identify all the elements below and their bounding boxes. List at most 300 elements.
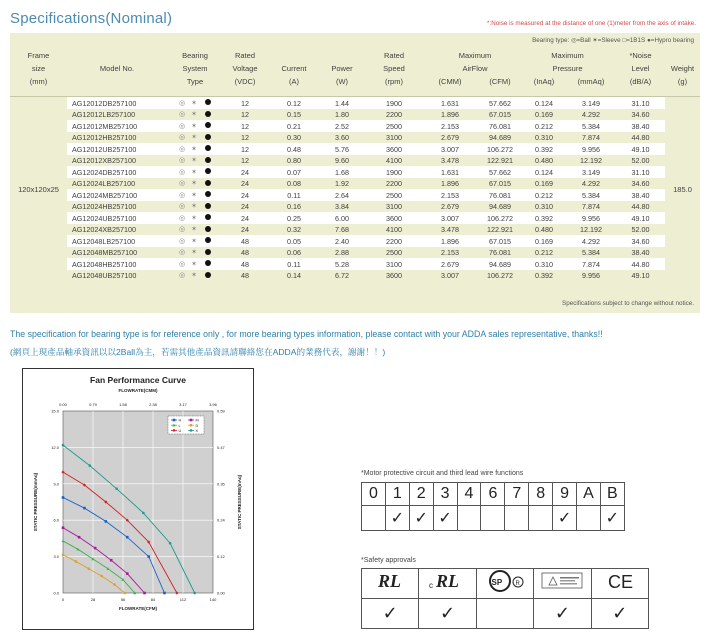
hdr-weight-2: (g) <box>677 77 688 86</box>
cell-cfm: 94.689 <box>489 202 511 211</box>
data-point <box>143 592 146 595</box>
hypro-bearing-icon <box>205 237 211 243</box>
subject-note: Specifications subject to change without notice. <box>562 300 694 307</box>
x-axis-label: FLOWRATE(CFM) <box>119 606 157 611</box>
frame-size-cell: 120x120x25 <box>18 184 59 194</box>
cell-cmm: 2.153 <box>441 248 459 257</box>
table-row <box>67 143 665 155</box>
svg-text:R: R <box>515 581 520 587</box>
cell-cmm: 3.478 <box>441 156 459 165</box>
top-tick-label: 1.58 <box>119 402 127 407</box>
bearing-ball-sleeve-icon: ◎ ✶ <box>179 272 199 279</box>
cell-speed: 2500 <box>386 121 402 131</box>
cell-noise: 34.60 <box>631 110 650 119</box>
chart-title: Fan Performance Curve <box>90 375 186 385</box>
cell-noise: 31.10 <box>631 98 650 108</box>
y-tick-label: 12.0 <box>51 444 59 450</box>
cell-model: AG12012MB257100 <box>72 121 138 131</box>
data-point <box>105 520 108 523</box>
check-icon: ✓ <box>409 506 433 531</box>
cell-voltage: 24 <box>241 202 249 211</box>
cell-speed: 3600 <box>386 271 402 280</box>
csa-logo <box>476 569 533 599</box>
cell-voltage: 48 <box>241 248 249 257</box>
y2-axis-label: STATIC PRESSURE(InAq) <box>237 474 242 530</box>
table-row <box>67 270 665 282</box>
top-tick-label: 3.96 <box>209 402 217 407</box>
header-row-3 <box>10 77 700 89</box>
ce-logo <box>591 569 648 599</box>
cell-power: 2.88 <box>335 248 349 257</box>
hdr-noise-3: (dB/A) <box>629 77 652 86</box>
hdr-frame-3: (mm) <box>29 77 48 86</box>
cell-speed: 3100 <box>386 202 402 211</box>
x-tick-label: 140 <box>209 597 217 602</box>
hypro-bearing-icon <box>205 168 211 174</box>
cell-speed: 3100 <box>386 133 402 142</box>
cell-bearing <box>170 122 220 130</box>
cell-inaq: 0.480 <box>535 225 553 234</box>
plot-area <box>63 411 213 593</box>
table-row <box>67 212 665 224</box>
motor-code-3: 3 <box>433 483 457 506</box>
hypro-bearing-icon <box>205 203 211 209</box>
hdr-bearing-2: System <box>182 64 208 73</box>
cell-power: 1.92 <box>335 179 349 188</box>
x-tick-label: 56 <box>120 597 126 602</box>
cell-cmm: 1.896 <box>441 236 459 246</box>
motor-code-1: 1 <box>385 483 409 506</box>
bearing-ball-sleeve-icon: ◎ ✶ <box>179 214 199 222</box>
chart-svg <box>23 369 253 629</box>
cell-voltage: 48 <box>241 271 249 280</box>
cell-voltage: 24 <box>241 167 249 177</box>
cell-current: 0.07 <box>287 167 301 177</box>
data-point <box>190 424 193 427</box>
data-point <box>169 542 172 545</box>
cell-inaq: 0.212 <box>535 190 553 200</box>
motor-code-8: 8 <box>529 483 553 506</box>
table-row <box>67 109 665 121</box>
cell-noise: 38.40 <box>631 190 650 200</box>
hypro-bearing-icon <box>205 122 211 128</box>
cell-power: 6.72 <box>335 271 349 280</box>
hypro-bearing-icon <box>205 214 211 220</box>
cell-model: AG12024UB257100 <box>72 213 137 223</box>
cell-current: 0.11 <box>287 190 301 200</box>
empty-cell <box>476 599 533 629</box>
cell-bearing <box>170 179 220 187</box>
hdr-bearing-3: Type <box>186 77 204 86</box>
cell-voltage: 24 <box>241 213 249 223</box>
hdr-pressure-2: Pressure <box>552 64 583 73</box>
cell-model: AG12048LB257100 <box>72 236 136 246</box>
cell-bearing <box>170 191 220 199</box>
hdr-power-2: (W) <box>335 77 349 86</box>
cell-current: 0.80 <box>287 156 301 165</box>
cell-cmm: 1.631 <box>441 167 459 177</box>
y-tick-label: 3.0 <box>53 554 59 560</box>
cell-inaq: 0.212 <box>535 121 553 131</box>
y-tick-label: 6.0 <box>53 517 59 523</box>
top-tick-label: 0.00 <box>59 402 67 407</box>
hdr-speed-3: (rpm) <box>385 77 403 86</box>
cell-noise: 52.00 <box>631 225 650 234</box>
cell-current: 0.16 <box>287 202 301 211</box>
empty-cell <box>362 506 386 531</box>
cell-mmaq: 4.292 <box>582 110 600 119</box>
bearing-ball-sleeve-icon: ◎ ✶ <box>179 203 199 210</box>
svg-text:RL: RL <box>378 571 402 591</box>
cell-bearing <box>170 248 220 256</box>
table-row <box>67 166 665 178</box>
cell-noise: 49.10 <box>631 144 650 154</box>
cell-mmaq: 9.956 <box>582 213 600 223</box>
data-point <box>87 567 90 570</box>
top-tick-label: 2.38 <box>149 402 157 407</box>
cell-power: 3.84 <box>335 202 349 211</box>
cell-cmm: 3.007 <box>441 271 459 280</box>
svg-text:CE: CE <box>607 572 633 592</box>
table-row <box>67 224 665 236</box>
data-point <box>62 526 65 529</box>
safety-checks-row <box>362 599 649 629</box>
cell-inaq: 0.392 <box>535 271 553 280</box>
cell-power: 2.40 <box>335 236 349 246</box>
hypro-bearing-icon <box>205 99 211 105</box>
hypro-bearing-icon <box>205 145 211 151</box>
svg-text:c: c <box>428 581 433 590</box>
data-point <box>75 560 78 563</box>
safety-approvals-title: *Safety approvals <box>361 557 416 564</box>
cell-voltage: 12 <box>241 156 249 165</box>
data-point <box>62 496 65 499</box>
table-row <box>67 235 665 247</box>
empty-cell <box>481 506 505 531</box>
bearing-ball-sleeve-icon: ◎ ✶ <box>179 249 199 256</box>
cell-current: 0.21 <box>287 121 301 131</box>
cell-mmaq: 7.874 <box>582 202 600 211</box>
hdr-noise-1: *Noise <box>629 51 652 60</box>
header-row-2 <box>10 64 700 76</box>
motor-functions-title: *Motor protective circuit and third lead wire functions <box>361 470 524 477</box>
table-row <box>67 201 665 213</box>
cell-inaq: 0.124 <box>535 98 553 108</box>
tuv-logo <box>534 569 591 599</box>
data-point <box>115 487 118 490</box>
cell-voltage: 12 <box>241 144 249 154</box>
cell-current: 0.32 <box>287 225 301 234</box>
check-icon: ✓ <box>385 506 409 531</box>
cell-voltage: 24 <box>241 179 249 188</box>
bearing-ball-sleeve-icon: ◎ ✶ <box>179 99 199 107</box>
cell-inaq: 0.310 <box>535 133 553 142</box>
cell-cmm: 2.679 <box>441 259 459 269</box>
cell-inaq: 0.169 <box>535 110 553 119</box>
empty-cell <box>457 506 481 531</box>
bearing-note-en: The specification for bearing type is for reference only , for more bearing types information, please contact with your ADDA sales representative, thanks!! <box>10 329 603 339</box>
check-icon: ✓ <box>591 599 648 629</box>
cell-speed: 2200 <box>386 110 402 119</box>
cell-cfm: 94.689 <box>489 259 511 269</box>
cell-noise: 31.10 <box>631 167 650 177</box>
motor-functions-table <box>361 482 625 531</box>
cell-cfm: 106.272 <box>487 144 513 154</box>
cell-cfm: 67.015 <box>489 236 511 246</box>
hdr-frame-1: Frame <box>27 51 50 60</box>
cell-bearing <box>170 202 220 210</box>
cell-inaq: 0.169 <box>535 236 553 246</box>
cell-voltage: 24 <box>241 190 249 200</box>
spec-title: Specifications(Nominal) <box>10 10 173 27</box>
hdr-voltage-3: (VDC) <box>234 77 256 86</box>
bearing-ball-sleeve-icon: ◎ ✶ <box>179 191 199 199</box>
cell-bearing <box>170 156 220 164</box>
hypro-bearing-icon <box>205 111 211 117</box>
cell-cmm: 2.153 <box>441 121 459 131</box>
cell-speed: 4100 <box>386 225 402 234</box>
cell-noise: 44.80 <box>631 133 650 142</box>
legend-label: X <box>195 429 199 433</box>
hdr-cfm: (CFM) <box>489 77 511 86</box>
cell-bearing <box>170 110 220 118</box>
cell-power: 3.60 <box>335 133 349 142</box>
cell-bearing <box>170 260 220 268</box>
cell-cfm: 76.081 <box>489 121 511 131</box>
cell-inaq: 0.310 <box>535 259 553 269</box>
cell-model: AG12024XB257100 <box>72 225 136 234</box>
y2-tick-label: 0.35 <box>217 481 225 487</box>
bearing-ball-sleeve-icon: ◎ ✶ <box>179 180 199 187</box>
hdr-voltage-2: Voltage <box>232 64 258 73</box>
cell-cfm: 57.662 <box>489 98 511 108</box>
bearing-ball-sleeve-icon: ◎ ✶ <box>179 134 199 141</box>
cell-inaq: 0.310 <box>535 202 553 211</box>
motor-code-0: 0 <box>362 483 386 506</box>
data-point <box>173 419 176 422</box>
motor-code-4: 4 <box>457 483 481 506</box>
bearing-ball-sleeve-icon: ◎ ✶ <box>179 168 199 176</box>
cell-cfm: 76.081 <box>489 190 511 200</box>
safety-logos-row <box>362 569 649 599</box>
table-row <box>67 247 665 259</box>
table-row <box>67 120 665 132</box>
cell-mmaq: 7.874 <box>582 259 600 269</box>
cell-power: 6.00 <box>335 213 349 223</box>
cell-bearing <box>170 145 220 153</box>
hdr-model: Model No. <box>99 64 135 73</box>
cell-cmm: 2.679 <box>441 202 459 211</box>
bearing-ball-sleeve-icon: ◎ ✶ <box>179 260 199 268</box>
cell-bearing <box>170 133 220 141</box>
cell-mmaq: 7.874 <box>582 133 600 142</box>
bearing-type-legend: Bearing type: ◎=Ball ✶=Sleeve □=1B1S ●=Hypro bearing <box>532 37 694 44</box>
cell-model: AG12012DB257100 <box>72 98 137 108</box>
motor-checks-row <box>362 506 625 531</box>
y2-tick-label: 0.47 <box>217 444 225 450</box>
cell-cmm: 3.007 <box>441 213 459 223</box>
cell-power: 1.80 <box>335 110 349 119</box>
legend-label: M <box>195 418 199 423</box>
cell-bearing <box>170 168 220 176</box>
cell-current: 0.12 <box>287 98 301 108</box>
cell-mmaq: 9.956 <box>582 271 600 280</box>
cell-model: AG12048MB257100 <box>72 248 138 257</box>
cell-current: 0.25 <box>287 213 301 223</box>
hdr-frame-2: size <box>31 64 46 73</box>
hdr-voltage-1: Rated <box>234 51 255 60</box>
table-row <box>67 189 665 201</box>
cell-voltage: 24 <box>241 225 249 234</box>
data-point <box>142 512 145 515</box>
data-point <box>126 572 129 575</box>
hypro-bearing-icon <box>205 191 211 197</box>
cell-bearing <box>170 237 220 245</box>
fan-performance-curve <box>22 368 254 630</box>
cell-speed: 3100 <box>386 259 402 269</box>
cell-speed: 3600 <box>386 213 402 223</box>
cell-current: 0.06 <box>287 248 301 257</box>
hdr-noise-2: Level <box>631 64 650 73</box>
x-tick-label: 0 <box>61 597 65 602</box>
x-tick-label: 112 <box>179 597 187 602</box>
cell-inaq: 0.124 <box>535 167 553 177</box>
data-point <box>147 555 150 558</box>
hdr-airflow-2: AirFlow <box>462 64 488 73</box>
cell-power: 2.52 <box>335 121 349 131</box>
motor-code-7: 7 <box>505 483 529 506</box>
cell-model: AG12012LB257100 <box>72 110 136 119</box>
legend-label: U <box>178 429 182 433</box>
cell-mmaq: 5.384 <box>582 248 600 257</box>
data-point <box>62 553 65 556</box>
cell-cfm: 106.272 <box>487 271 513 280</box>
hdr-mmaq: (mmAq) <box>577 77 605 86</box>
data-point <box>110 559 113 562</box>
cell-inaq: 0.392 <box>535 144 553 154</box>
cell-noise: 49.10 <box>631 271 650 280</box>
data-point <box>190 419 193 422</box>
cell-power: 1.68 <box>335 167 349 177</box>
motor-code-2: 2 <box>409 483 433 506</box>
hdr-current-2: (A) <box>289 77 299 86</box>
svg-text:SP: SP <box>491 578 503 587</box>
cell-cfm: 67.015 <box>489 110 511 119</box>
bearing-ball-sleeve-icon: ◎ ✶ <box>179 157 199 164</box>
cell-cmm: 3.478 <box>441 225 459 234</box>
cell-mmaq: 3.149 <box>582 98 600 108</box>
cell-model: AG12024DB257100 <box>72 167 137 177</box>
data-point <box>126 536 129 539</box>
cell-inaq: 0.169 <box>535 179 553 188</box>
cell-mmaq: 9.956 <box>582 144 600 154</box>
data-point <box>62 444 65 447</box>
cell-noise: 38.40 <box>631 248 650 257</box>
top-tick-label: 3.17 <box>179 402 187 407</box>
noise-note: *:Noise is measured at the distance of one (1)meter from the axis of intake. <box>487 20 696 27</box>
check-icon: ✓ <box>553 506 577 531</box>
cell-voltage: 12 <box>241 133 249 142</box>
table-row <box>67 258 665 270</box>
cell-bearing <box>170 214 220 222</box>
y2-tick-label: 0.00 <box>217 590 225 596</box>
cell-cmm: 2.153 <box>441 190 459 200</box>
cell-speed: 2500 <box>386 248 402 257</box>
check-icon: ✓ <box>362 599 419 629</box>
cell-model: AG12012UB257100 <box>72 144 137 154</box>
cell-inaq: 0.212 <box>535 248 553 257</box>
data-point <box>78 536 81 539</box>
cell-current: 0.08 <box>287 179 301 188</box>
cell-model: AG12048HB257100 <box>72 259 137 269</box>
cell-voltage: 12 <box>241 110 249 119</box>
hdr-speed-2: Speed <box>383 64 405 73</box>
cell-voltage: 12 <box>241 121 249 131</box>
cell-speed: 4100 <box>386 156 402 165</box>
bearing-note-cn: (網頁上現產品軸承資訊以以2Ball為主，若需其他產品資訊請聯絡您在ADDA的業務代表，謝謝！！) <box>10 347 386 357</box>
cell-noise: 44.80 <box>631 259 650 269</box>
weight-cell: 185.0 <box>673 184 692 194</box>
cell-power: 1.44 <box>335 98 349 108</box>
cell-model: AG12024MB257100 <box>72 190 138 200</box>
cell-speed: 2500 <box>386 190 402 200</box>
top-axis-label: FLOWRATE(CMM) <box>118 388 158 393</box>
hypro-bearing-icon <box>205 249 211 255</box>
check-icon: ✓ <box>419 599 476 629</box>
legend-label: D <box>195 423 199 428</box>
x-tick-label: 28 <box>90 597 96 602</box>
empty-cell <box>577 506 601 531</box>
ul-logo <box>362 569 419 599</box>
bearing-ball-sleeve-icon: ◎ ✶ <box>179 111 199 118</box>
data-point <box>124 592 127 595</box>
legend-label: H <box>178 418 182 423</box>
cell-mmaq: 5.384 <box>582 190 600 200</box>
cell-cfm: 76.081 <box>489 248 511 257</box>
cell-power: 5.28 <box>335 259 349 269</box>
svg-text:RL: RL <box>435 571 459 591</box>
cell-cmm: 3.007 <box>441 144 459 154</box>
y2-tick-label: 0.59 <box>217 408 225 414</box>
cell-current: 0.14 <box>287 271 301 280</box>
cell-model: AG12012HB257100 <box>72 133 137 142</box>
bearing-ball-sleeve-icon: ◎ ✶ <box>179 237 199 245</box>
data-point <box>193 592 196 595</box>
table-row <box>67 97 665 109</box>
cell-speed: 1900 <box>386 167 402 177</box>
safety-approvals-table <box>361 568 649 629</box>
cell-current: 0.30 <box>287 133 301 142</box>
hdr-weight-1: Weight <box>670 64 695 73</box>
hdr-airflow-1: Maximum <box>458 51 492 60</box>
y-tick-label: 0.0 <box>53 590 59 596</box>
cell-cmm: 1.631 <box>441 98 459 108</box>
spec-table <box>10 33 700 313</box>
cell-mmaq: 5.384 <box>582 121 600 131</box>
motor-code-9: 9 <box>553 483 577 506</box>
cell-mmaq: 12.192 <box>580 156 602 165</box>
hdr-power-1: Power <box>331 64 353 73</box>
cell-power: 7.68 <box>335 225 349 234</box>
cell-noise: 34.60 <box>631 236 650 246</box>
top-tick-label: 0.79 <box>89 402 97 407</box>
motor-code-B: B <box>600 483 624 506</box>
cell-mmaq: 4.292 <box>582 236 600 246</box>
y-tick-label: 9.0 <box>53 481 59 487</box>
table-row <box>67 155 665 167</box>
cell-cmm: 1.896 <box>441 179 459 188</box>
cell-current: 0.48 <box>287 144 301 154</box>
